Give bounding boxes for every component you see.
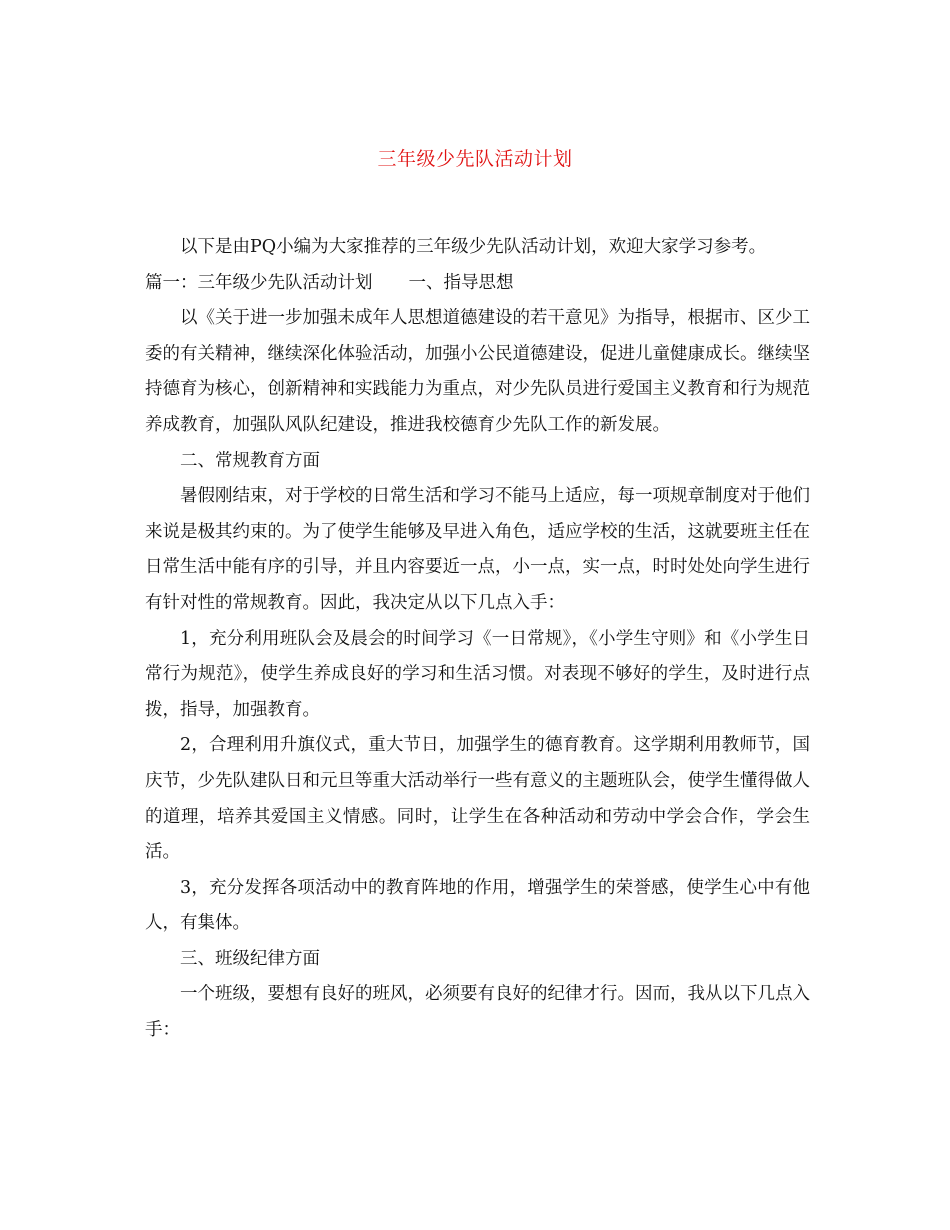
paragraph-routine-education: 暑假刚结束，对于学校的日常生活和学习不能马上适应，每一项规章制度对于他们来说是极其约束的。为了使学生能够及早进入角色，适应学校的生活，这就要班主任在日常生活中能有序的引导，并且内容要近一点，小一点，实一点，时时处处向学生进行有针对性的常规教育。因此，我决定从以下几点入手： — [145, 486, 810, 613]
section-line — [145, 266, 810, 302]
paragraph-item-3: 3，充分发挥各项活动中的教育阵地的作用，增强学生的荣誉感，使学生心中有他人，有集体。 — [145, 877, 810, 934]
document-title: 三年级少先队活动计划 — [377, 148, 573, 170]
paragraph-class-discipline: 一个班级，要想有良好的班风，必须要有良好的纪律才行。因而，我从以下几点入手： — [145, 984, 810, 1041]
paragraph-item-1: 1，充分利用班队会及晨会的时间学习《一日常规》，《小学生守则》和《小学生日常行为规范》，使学生养成良好的学习和生活习惯。对表现不够好的学生，及时进行点拨，指导，加强教育。 — [145, 628, 810, 720]
heading-class-discipline: 三、班级纪律方面 — [180, 948, 320, 969]
paragraph-item-2: 2，合理利用升旗仪式，重大节日，加强学生的德育教育。这学期利用教师节，国庆节，少先队建队日和元旦等重大活动举行一些有意义的主题班队会，使学生懂得做人的道理，培养其爱国主义情感。同时，让学生在各种活动和劳动中学会合作，学会生活。 — [145, 735, 810, 863]
section-prefix: 篇一：三年级少先队活动计划 — [145, 272, 373, 293]
paragraph-guiding-thought: 以《关于进一步加强未成年人思想道德建设的若干意见》为指导，根据市、区少工委的有关精神，继续深化体验活动，加强小公民道德建设，促进儿童健康成长。继续坚持德育为核心，创新精神和实践能力为重点，对少先队员进行爱国主义教育和行为规范养成教育，加强队风队纪建设，推进我校德育少先队工作的新发展。 — [145, 308, 810, 435]
heading-routine-education: 二、常规教育方面 — [180, 450, 320, 471]
intro-paragraph: 以下是由PQ小编为大家推荐的三年级少先队活动计划，欢迎大家学习参考。 — [180, 237, 767, 257]
section-heading: 一、指导思想 — [408, 272, 514, 293]
document-body — [145, 230, 810, 1049]
